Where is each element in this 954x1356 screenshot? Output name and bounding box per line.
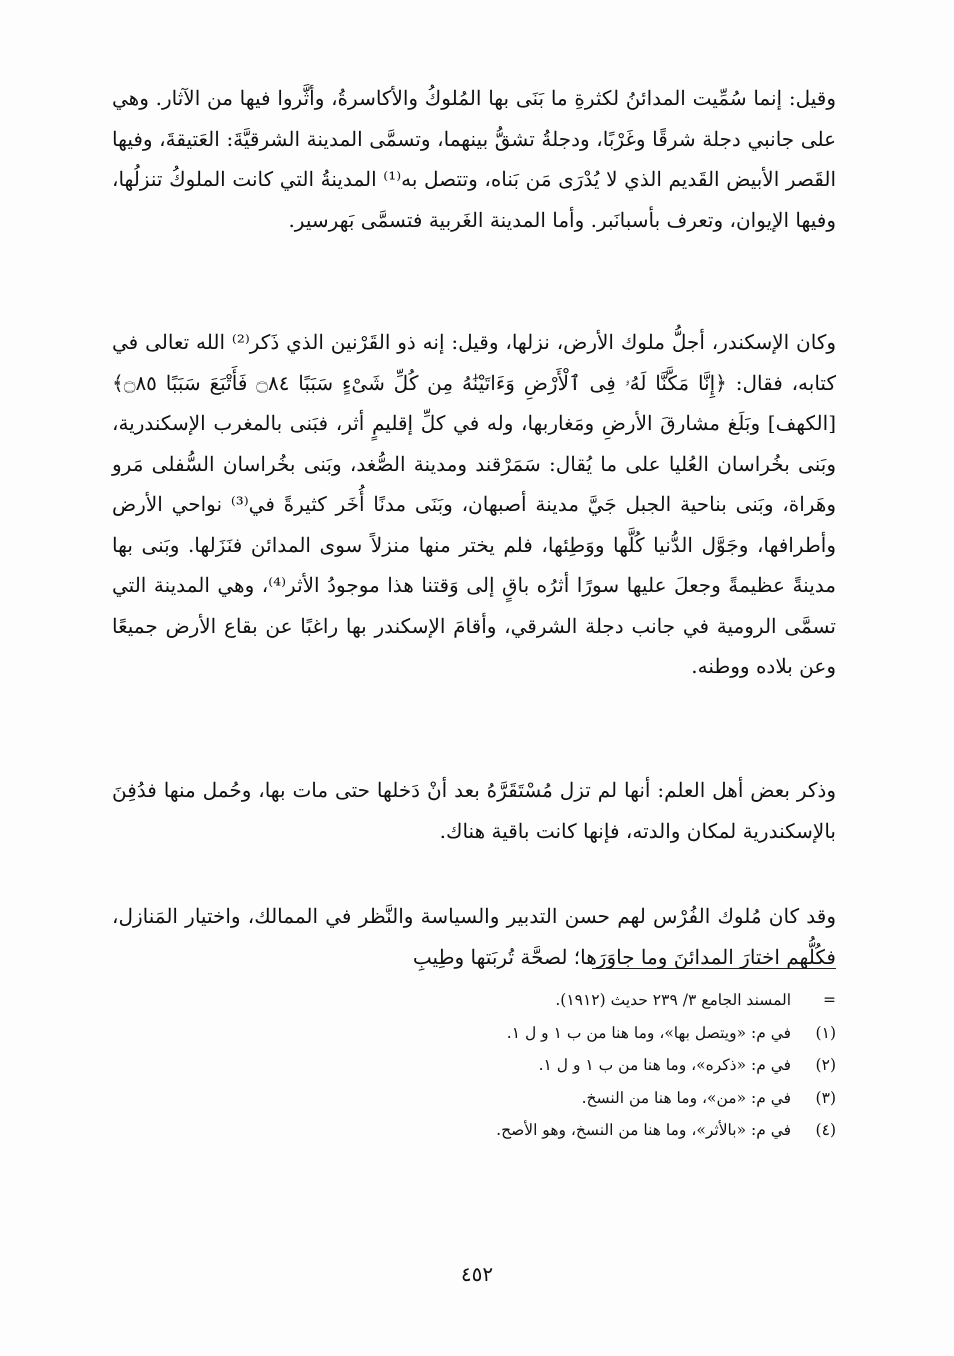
footnote-text: في م: «من»، وما هنا من النسخ.	[581, 1088, 792, 1107]
footnotes-list	[112, 984, 836, 1147]
body-paragraph-1: وقيل: إنما سُمِّيت المدائنُ لكثرةِ ما بَنَى بها المُلوكُ والأكاسرةُ، وأثَّروا فيها من الآثار. وهي على جانبي دجلة شرقًا وغَرْبًا، ودجلةُ تشقُّ بينهما، وتسمَّى المدينة الشرقيَّةَ: العَتيقةَ، وفيها القَصر الأبيض القَديم الذي لا يُدْرَى مَن بَناه، وتتصل به⁽¹⁾ المدينةُ التي كانت الملوكُ تنزلُها، وفيها الإيوان، وتعرف بأسبانَبر. وأما المدينة الغَربية فتسمَّى بَهرسير.	[112, 86, 836, 232]
body-paragraph-2: وكان الإسكندر، أجلُّ ملوك الأرض، نزلها، وقيل: إنه ذو القَرْنين الذي ذَكر⁽²⁾ الله تعالى في كتابه، فقال: ﴿إِنَّا مَكَّنَّا لَهُۥ فِى ٱلْأَرْضِ وَءَاتَيْنَٰهُ مِن كُلِّ شَىْءٍ سَبَبًا ۝٨٤ فَأَتْبَعَ سَبَبًا ۝٨٥﴾ [الكهف] وبَلَغ مشارقَ الأرضِ ومَغاربها، وله في كلِّ إقليمٍ أثر، فبَنى بالمغرب الإسكندرية، وبَنى بخُراسان العُليا على ما يُقال: سَمَرْقند ومدينة الصُّغد، وبَنى بخُراسان السُّفلى مَرو وهَراة، وبَنى بناحية الجبل جَيَّ مدينة أصبهان، وبَنَى مدنًا أُخَر كثيرةً في⁽³⁾ نواحي الأرض وأطرافها، وجَوَّل الدُّنيا كُلَّها ووَطِئها، فلم يختر منها منزلاً سوى المدائن فنَزَلها. وبَنى بها مدينةً عظيمةً وجعلَ عليها سورًا أثرُه باقٍ إلى وَقتنا هذا موجودُ الأثر⁽⁴⁾، وهي المدينة التي تسمَّى الرومية في جانب دجلة الشرقي، وأقامَ الإسكندر بها راغبًا عن بقاع الأرض جميعًا وعن بلاده ووطنه.	[112, 330, 837, 678]
page-number: ٤٥٢	[460, 1262, 494, 1286]
footnote-mark: =	[823, 991, 836, 1009]
footnote-text: في م: «بالأثر»، وما هنا من النسخ، وهو الأصح.	[496, 1121, 792, 1139]
footnote-text: في م: «ويتصل بها»، وما هنا من ب ١ و ل ١.	[506, 1023, 792, 1042]
footnote-mark: (٢)	[815, 1056, 836, 1074]
body-paragraph-4: وقد كان مُلوك الفُرْس لهم حسن التدبير والسياسة والنَّظر في الممالك، واختيار المَنازل، فكُلُّهم اختارَ المدائنَ وما جاوَرَها؛ لصحَّة تُربَتها وطِيبِ	[112, 904, 836, 969]
footnote-2	[112, 1049, 836, 1082]
footnote-text: في م: «ذكره»، وما هنا من ب ١ و ل ١.	[538, 1056, 792, 1074]
footnote-separator	[592, 968, 836, 969]
footnote-continued	[112, 984, 836, 1017]
body-paragraph-3: وذكر بعض أهل العلم: أنها لم تزل مُسْتَقَرَّهُ بعد أنْ دَخلها حتى مات بها، وحُمل منها فدُفِنَ بالإسكندرية لمكان والدته، فإنها كانت باقية هناك.	[112, 778, 836, 843]
footnote-3	[112, 1082, 836, 1115]
footnote-text: المسند الجامع ٣/ ٢٣٩ حديث (١٩١٢).	[555, 991, 792, 1009]
footnote-mark: (١)	[815, 1023, 836, 1042]
footnote-4	[112, 1114, 836, 1147]
footnote-mark: (٤)	[815, 1121, 836, 1139]
footnote-mark: (٣)	[815, 1088, 836, 1107]
footnote-1	[112, 1017, 836, 1050]
